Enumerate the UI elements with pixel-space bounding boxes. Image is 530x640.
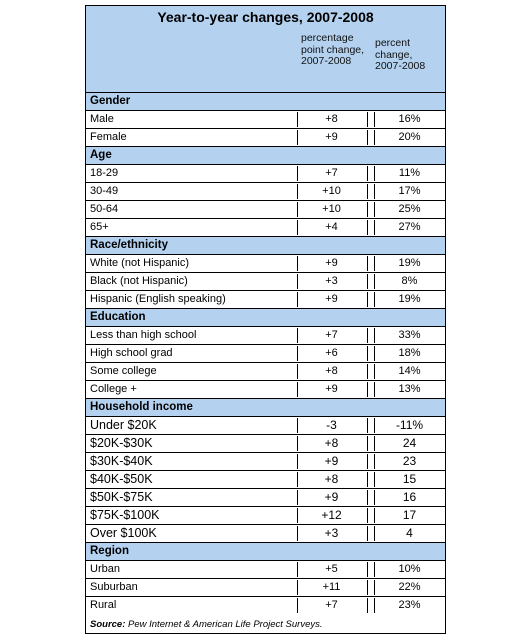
row-label: $20K-$30K [90, 436, 153, 450]
percentage-point-change-value: +7 [325, 167, 338, 179]
percentage-point-change-value: -3 [326, 418, 337, 432]
percent-change-value: 11% [398, 167, 421, 179]
percent-change-value: 17% [398, 185, 421, 197]
table-row [86, 596, 445, 614]
table-row [86, 182, 445, 200]
percent-change-value: 24 [402, 436, 417, 450]
row-label: $40K-$50K [90, 472, 153, 486]
row-label: College + [90, 383, 137, 395]
source-text: Pew Internet & American Life Project Surveys. [128, 619, 323, 630]
percentage-point-change-value: +8 [325, 365, 338, 377]
percentage-point-change-value: +9 [325, 383, 338, 395]
section-header [86, 308, 445, 326]
row-label: Male [90, 113, 114, 125]
percent-change-value: 19% [398, 257, 421, 269]
percentage-point-change-value: +7 [325, 599, 338, 611]
percent-change-value: 22% [398, 581, 421, 593]
table-row [86, 434, 445, 452]
table-row [86, 488, 445, 506]
table-row [86, 560, 445, 578]
row-label: Some college [90, 365, 157, 377]
row-label: Rural [90, 599, 117, 611]
section-header [86, 146, 445, 164]
section-label: Age [90, 149, 112, 161]
row-label: 50-64 [90, 203, 119, 215]
table-row [86, 470, 445, 488]
table-row [86, 416, 445, 434]
table-row [86, 578, 445, 596]
table-row [86, 506, 445, 524]
row-label: 18-29 [90, 167, 119, 179]
row-label: 30-49 [90, 185, 119, 197]
percent-change-value: 8% [401, 275, 418, 287]
percentage-point-change-value: +6 [325, 347, 338, 359]
table-row [86, 290, 445, 308]
percentage-point-change-value: +5 [325, 563, 338, 575]
row-label: Suburban [90, 581, 138, 593]
percentage-point-change-value: +9 [325, 131, 338, 143]
table-row [86, 164, 445, 182]
column-header-percent-change: percent change, 2007-2008 [375, 37, 426, 72]
section-label: Gender [90, 95, 131, 107]
percentage-point-change-value: +9 [325, 293, 338, 305]
percent-change-value: 4 [406, 526, 413, 540]
source-note [90, 619, 323, 630]
table-row [86, 362, 445, 380]
percent-change-value: 19% [398, 293, 421, 305]
percentage-point-change-value: +8 [324, 436, 339, 450]
percent-change-value: 17 [402, 508, 417, 522]
source-label: Source: [90, 619, 126, 630]
percentage-point-change-value: +9 [324, 454, 339, 468]
section-label: Race/ethnicity [90, 239, 168, 251]
row-label: White (not Hispanic) [90, 257, 190, 269]
percent-change-value: 16 [402, 490, 417, 504]
percentage-point-change-value: +9 [324, 490, 339, 504]
percentage-point-change-value: +4 [325, 221, 338, 233]
row-label: Female [90, 131, 127, 143]
percent-change-value: 23% [398, 599, 421, 611]
column-header-percentage-point-change: percentage point change, 2007-2008 [301, 32, 365, 67]
percentage-point-change-value: +8 [324, 472, 339, 486]
percent-change-value: -11% [395, 418, 424, 432]
percent-change-value: 20% [398, 131, 421, 143]
percentage-point-change-value: +3 [325, 275, 338, 287]
table-row [86, 254, 445, 272]
table-row [86, 344, 445, 362]
row-label: $50K-$75K [90, 490, 153, 504]
percent-change-value: 15 [402, 472, 417, 486]
percentage-point-change-value: +3 [324, 526, 339, 540]
section-label: Education [90, 311, 146, 323]
table-row [86, 218, 445, 236]
row-label: $75K-$100K [90, 508, 160, 522]
row-label: High school grad [90, 347, 173, 359]
percent-change-value: 25% [398, 203, 421, 215]
table-row [86, 452, 445, 470]
table-row [86, 128, 445, 146]
percent-change-value: 10% [398, 563, 421, 575]
section-header [86, 398, 445, 416]
section-header [86, 542, 445, 560]
percentage-point-change-value: +10 [322, 203, 341, 215]
table-row [86, 110, 445, 128]
table-row [86, 200, 445, 218]
percentage-point-change-value: +12 [321, 508, 342, 522]
percent-change-value: 27% [398, 221, 421, 233]
table-row [86, 326, 445, 344]
percent-change-value: 18% [398, 347, 421, 359]
table-row [86, 380, 445, 398]
row-label: Black (not Hispanic) [90, 275, 188, 287]
percentage-point-change-value: +7 [325, 329, 338, 341]
percentage-point-change-value: +8 [325, 113, 338, 125]
row-label: $30K-$40K [90, 454, 153, 468]
percentage-point-change-value: +11 [322, 581, 341, 593]
table-row [86, 524, 445, 542]
table-body [86, 92, 445, 614]
row-label: 65+ [90, 221, 109, 233]
table-header [86, 6, 445, 92]
row-label: Hispanic (English speaking) [90, 293, 226, 305]
row-label: Less than high school [90, 329, 197, 341]
percentage-point-change-value: +10 [322, 185, 341, 197]
row-label: Urban [90, 563, 120, 575]
row-label: Over $100K [90, 526, 157, 540]
section-header [86, 92, 445, 110]
percent-change-value: 33% [398, 329, 421, 341]
percent-change-value: 16% [398, 113, 421, 125]
percent-change-value: 23 [402, 454, 417, 468]
section-header [86, 236, 445, 254]
section-label: Region [90, 545, 129, 557]
percent-change-value: 13% [398, 383, 421, 395]
section-label: Household income [90, 401, 193, 413]
percentage-point-change-value: +9 [325, 257, 338, 269]
table-row [86, 272, 445, 290]
percent-change-value: 14% [398, 365, 421, 377]
table-frame [85, 5, 446, 634]
row-label: Under $20K [90, 418, 157, 432]
table-title: Year-to-year changes, 2007-2008 [157, 9, 374, 25]
